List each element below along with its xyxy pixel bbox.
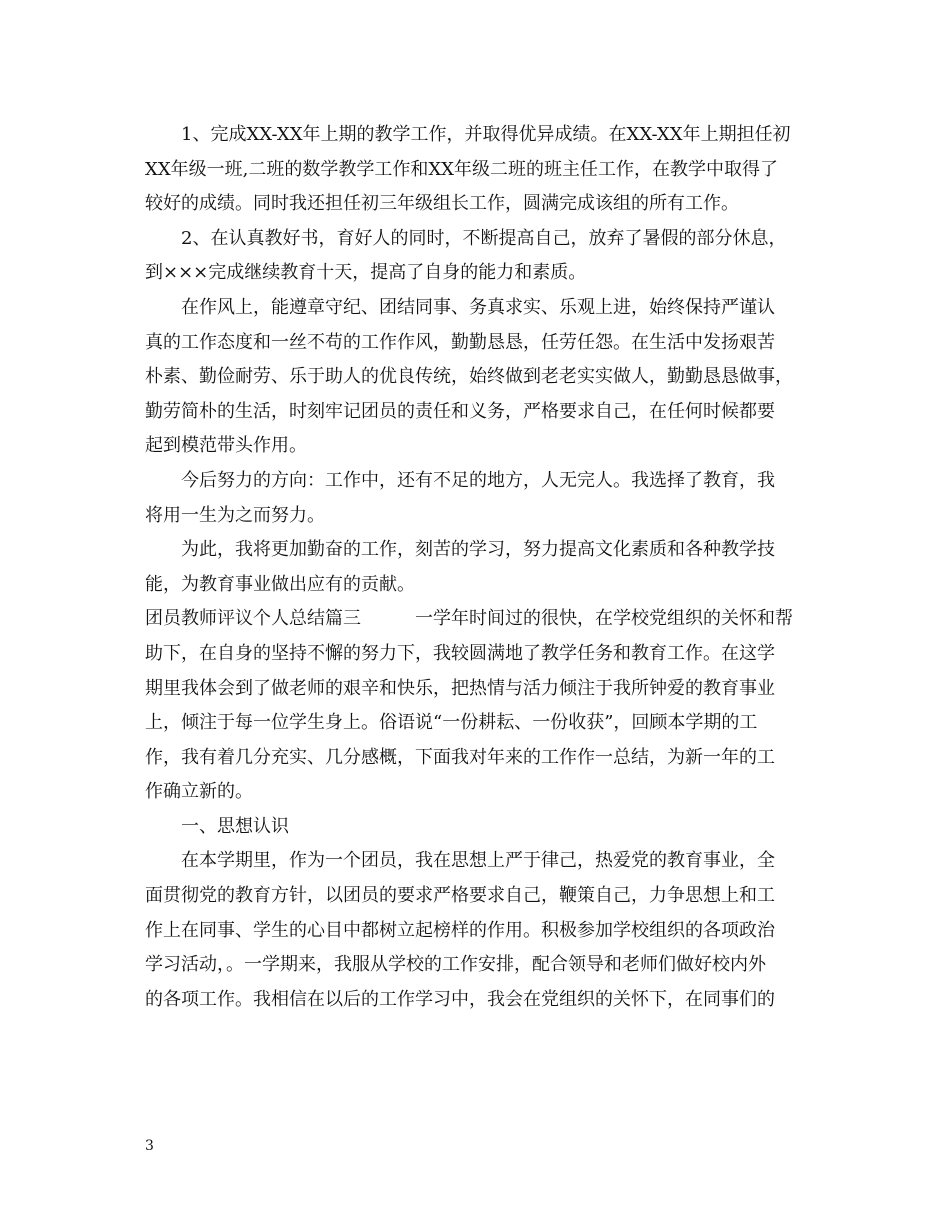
text-line: 勤劳简朴的生活，时刻牢记团员的责任和义务，严格要求自己，在任何时候都要 — [145, 400, 775, 422]
text-line: 助下，在自身的坚持不懈的努力下，我较圆满地了教学任务和教育工作。在这学 — [145, 642, 775, 664]
text-line: 面贯彻党的教育方针，以团员的要求严格要求自己，鞭策自己，力争思想上和工 — [145, 885, 775, 907]
text-line: 较好的成绩。同时我还担任初三年级组长工作，圆满完成该组的所有工作。 — [145, 193, 739, 215]
text-line: XX年级一班,二班的数学教学工作和XX年级二班的班主任工作，在教学中取得了 — [145, 158, 778, 180]
text-line: 1、完成XX-XX年上期的教学工作，并取得优异成绩。在XX-XX年上期担任初 — [145, 124, 791, 145]
text-line: 学习活动，。一学期来，我服从学校的工作安排，配合领导和老师们做好校内外 — [145, 954, 766, 976]
text-line: 作上在同事、学生的心目中都树立起榜样的作用。积极参加学校组织的各项政治 — [145, 919, 775, 941]
text-line: 在作风上，能遵章守纪、团结同事、务真求实、乐观上进，始终保持严谨认 — [145, 296, 775, 318]
text-line: 作确立新的。 — [145, 781, 253, 803]
text-line: 朴素、勤俭耐劳、乐于助人的优良传统，始终做到老老实实做人，勤勤恳恳做事， — [145, 366, 793, 388]
text-line: 到×××完成继续教育十天，提高了自身的能力和素质。 — [145, 262, 587, 284]
section-heading-line: 团员教师评议个人总结篇三 一学年时间过的很快，在学校党组织的关怀和帮 — [145, 608, 793, 630]
text-line: 作，我有着几分充实、几分感概，下面我对年来的工作作一总结，为新一年的工 — [145, 746, 775, 768]
text-line: 上，倾注于每一位学生身上。俗语说“一份耕耘、一份收获”，回顾本学期的工 — [145, 712, 758, 734]
text-line: 今后努力的方向：工作中，还有不足的地方，人无完人。我选择了教育，我 — [145, 469, 775, 491]
text-line: 期里我体会到了做老师的艰辛和快乐，把热情与活力倾注于我所钟爱的教育事业 — [145, 677, 775, 699]
text-line: 的各项工作。我相信在以后的工作学习中，我会在党组织的关怀下，在同事们的 — [145, 988, 775, 1010]
page-number: 3 — [145, 1138, 154, 1154]
body-text — [145, 118, 805, 1017]
text-line: 真的工作态度和一丝不苟的工作作风，勤勤恳恳，任劳任怨。在生活中发扬艰苦 — [145, 331, 775, 353]
text-line: 为此，我将更加勤奋的工作，刻苦的学习，努力提高文化素质和各种教学技 — [145, 539, 775, 561]
text-line: 将用一生为之而努力。 — [145, 504, 325, 526]
subheading-line: 一、思想认识 — [145, 815, 289, 837]
text-line: 在本学期里，作为一个团员，我在思想上严于律己，热爱党的教育事业，全 — [145, 850, 775, 872]
text-line: 2、在认真教好书，育好人的同时，不断提高自己，放弃了暑假的部分休息， — [145, 227, 787, 249]
text-line: 起到模范带头作用。 — [145, 435, 307, 457]
text-line: 能，为教育事业做出应有的贡献。 — [145, 573, 415, 595]
